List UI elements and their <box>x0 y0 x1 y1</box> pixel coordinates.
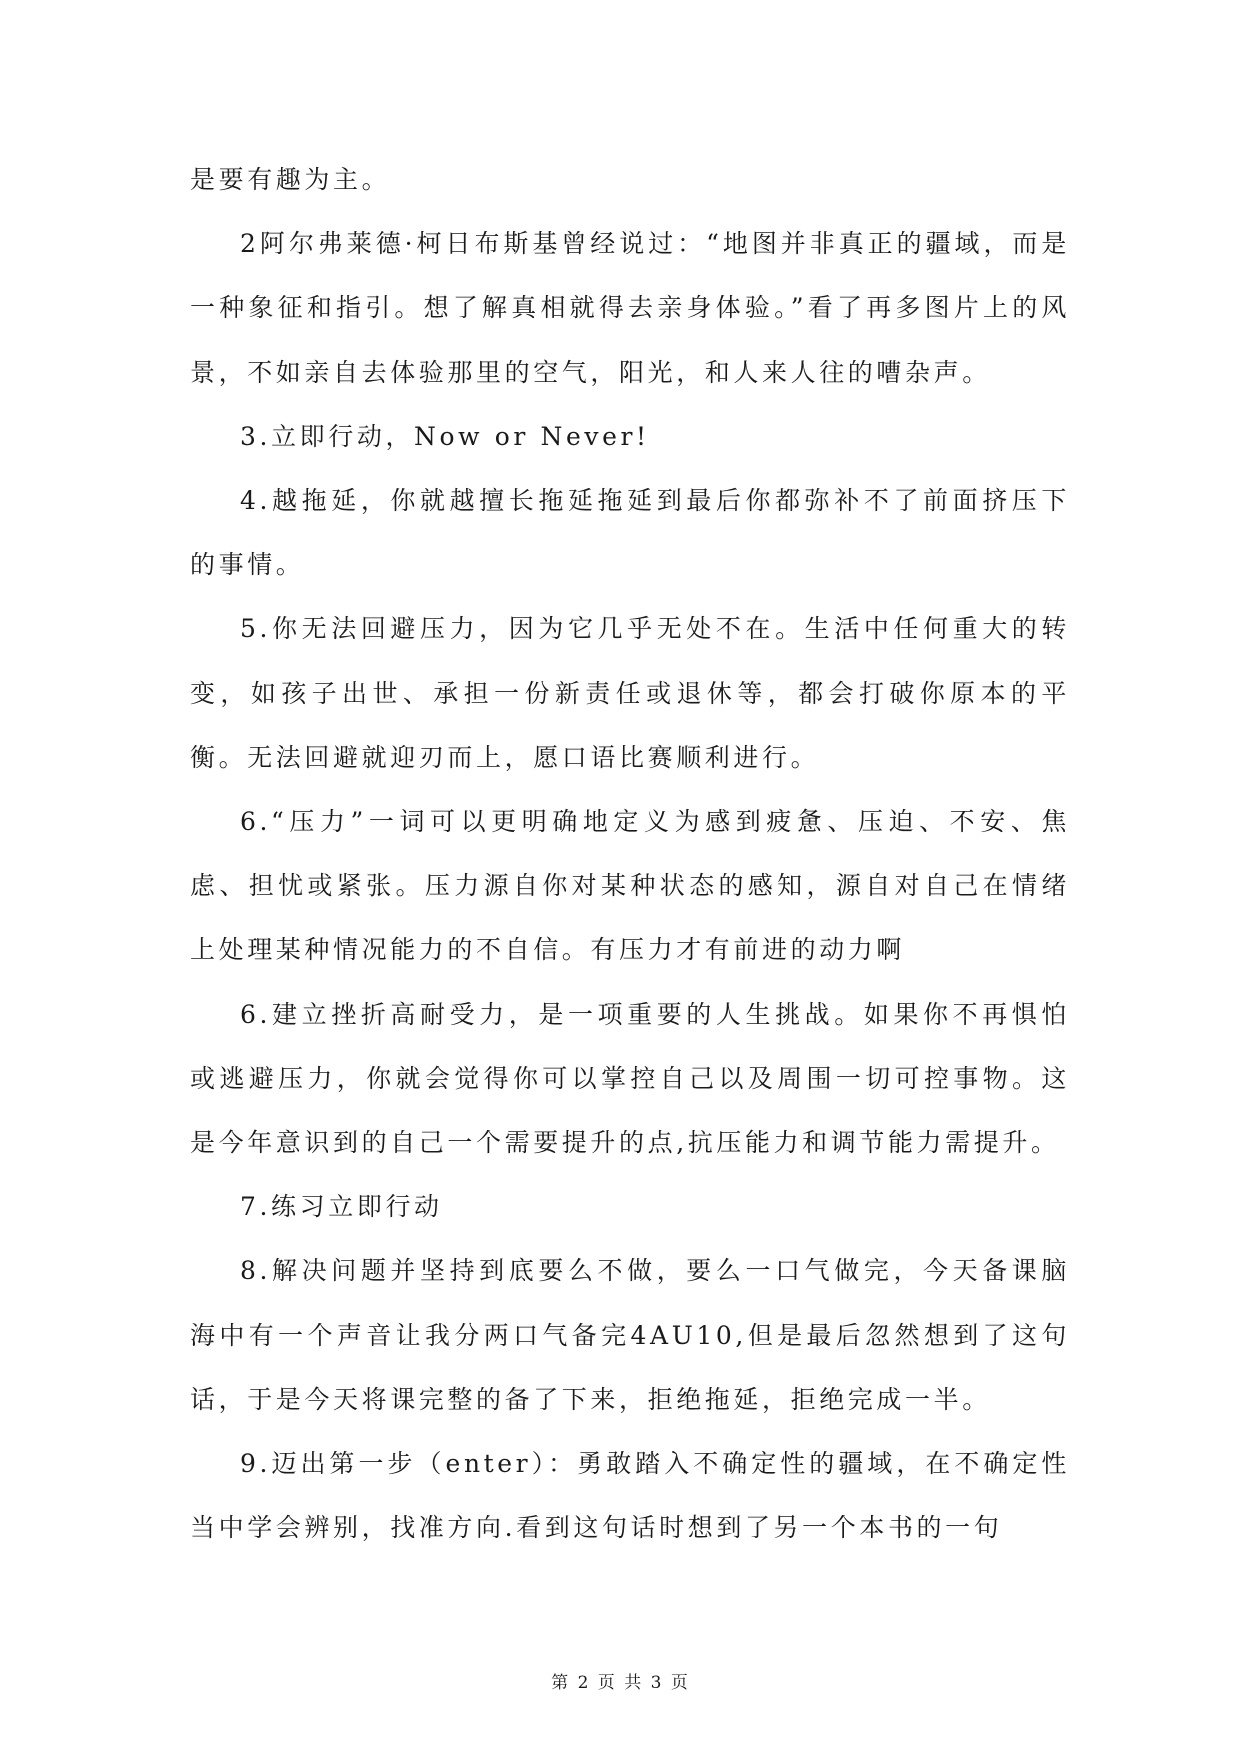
paragraph: 6.建立挫折高耐受力，是一项重要的人生挑战。如果你不再惧怕或逃避压力，你就会觉得你可以掌控自己以及周围一切可控事物。这是今年意识到的自己一个需要提升的点,抗压能力和调节能力需提升。 <box>190 999 1070 1158</box>
body-text <box>190 148 1070 1560</box>
paragraph: 2阿尔弗莱德·柯日布斯基曾经说过：“地图并非真正的疆域，而是一种象征和指引。想了解真相就得去亲身体验。”看了再多图片上的风景，不如亲自去体验那里的空气，阳光，和人来人往的嘈杂声。 <box>190 229 1070 387</box>
page-number-footer: 第 2 页 共 3 页 <box>551 1673 690 1693</box>
paragraph: 8.解决问题并坚持到底要么不做，要么一口气做完，今天备课脑海中有一个声音让我分两口气备完4AU10,但是最后忽然想到了这句话，于是今天将课完整的备了下来，拒绝拖延，拒绝完成一半。 <box>190 1256 1070 1414</box>
paragraph: 7.练习立即行动 <box>240 1192 443 1222</box>
paragraph: 6.“压力”一词可以更明确地定义为感到疲惫、压迫、不安、焦虑、担忧或紧张。压力源自你对某种状态的感知，源自对自己在情绪上处理某种情况能力的不自信。有压力才有前进的动力啊 <box>190 807 1070 965</box>
paragraph: 是要有趣为主。 <box>190 165 391 194</box>
paragraph: 4.越拖延，你就越擅长拖延拖延到最后你都弥补不了前面挤压下的事情。 <box>190 486 1070 580</box>
paragraph: 9.迈出第一步（enter）：勇敢踏入不确定性的疆域，在不确定性当中学会辨别，找准方向.看到这句话时想到了另一个本书的一句 <box>190 1449 1070 1543</box>
paragraph: 3.立即行动，Now or Never! <box>240 421 650 451</box>
paragraph: 5.你无法回避压力，因为它几乎无处不在。生活中任何重大的转变，如孩子出世、承担一份新责任或退休等，都会打破你原本的平衡。无法回避就迎刃而上，愿口语比赛顺利进行。 <box>190 614 1070 772</box>
